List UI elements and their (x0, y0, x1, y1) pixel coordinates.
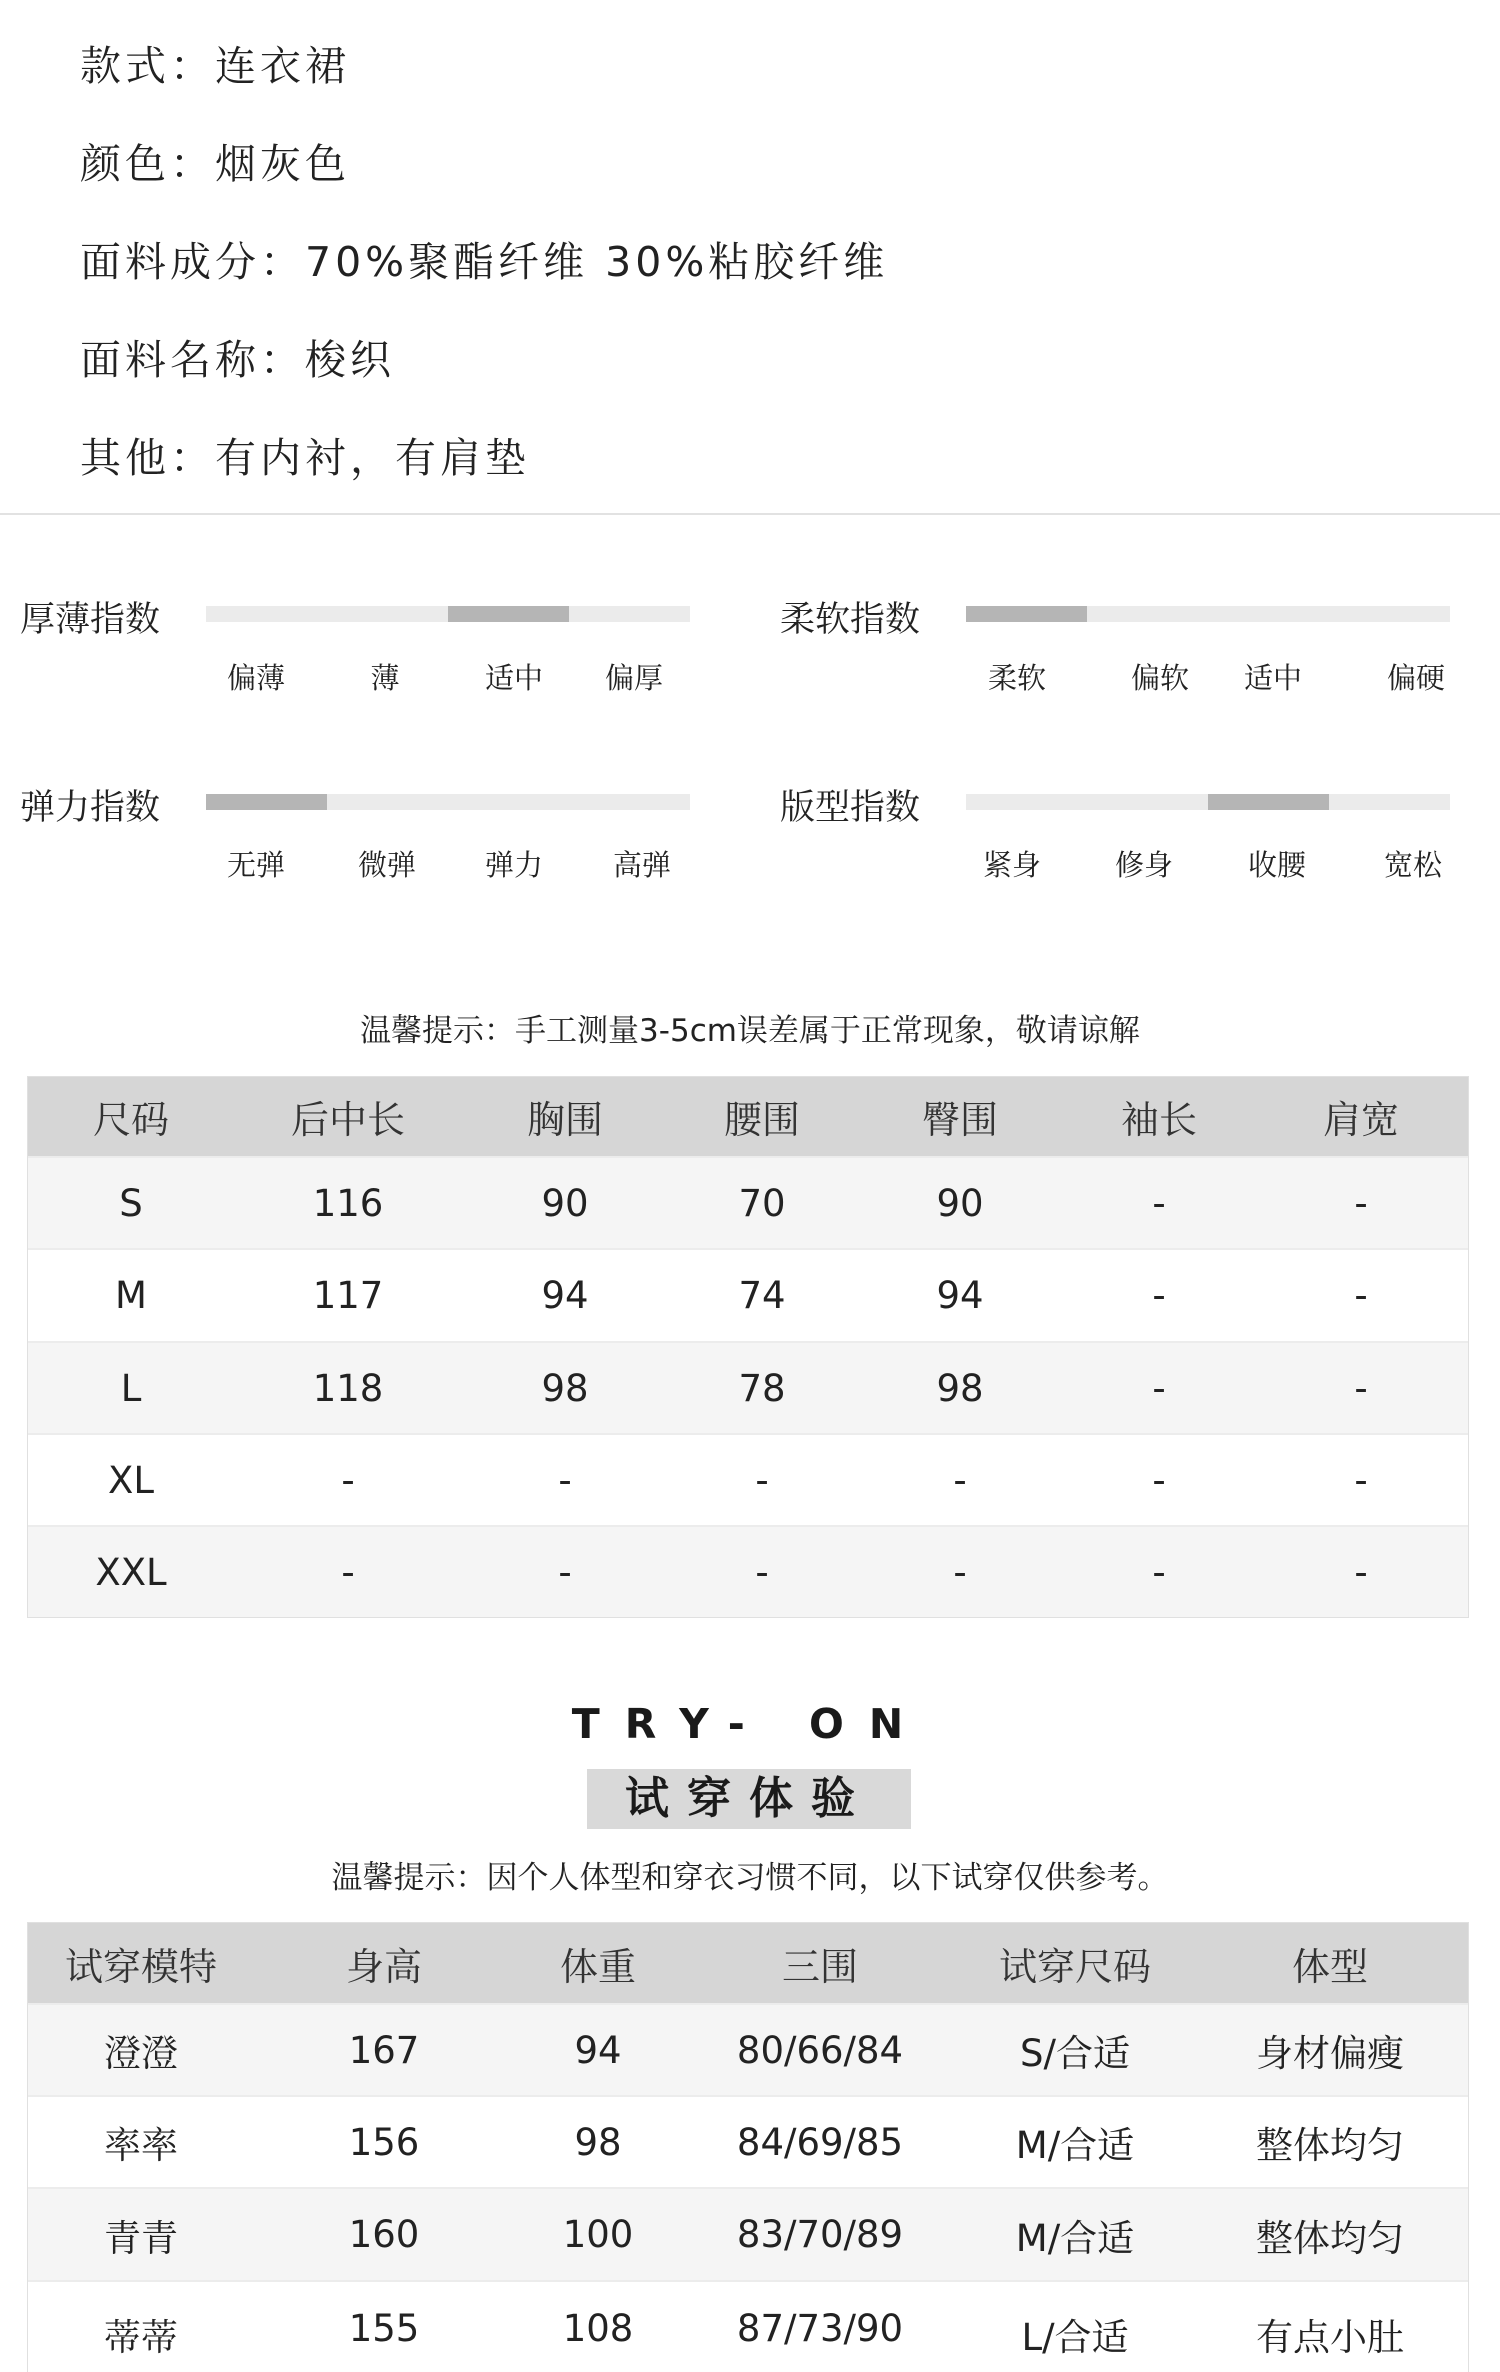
cell: - (755, 1550, 769, 1594)
softness-label: 偏硬 (1386, 661, 1446, 695)
header-body-type: 体型 (1291, 1944, 1368, 1989)
cell: 83/70/89 (736, 2213, 904, 2256)
cell: 94 (541, 1274, 589, 1317)
cell: 整体均匀 (1256, 2216, 1404, 2260)
cell: - (1354, 1181, 1368, 1225)
header-tryon-size: 试穿尺码 (998, 1944, 1151, 1989)
cell: 108 (562, 2307, 634, 2350)
cell-model: 澄澄 (104, 2032, 178, 2075)
fit-label: 修身 (1114, 848, 1174, 882)
cell: - (341, 1458, 355, 1502)
header-size: 尺码 (92, 1098, 169, 1142)
cell: 84/69/85 (736, 2120, 904, 2164)
elasticity-index-bar (206, 794, 690, 810)
table-row (28, 2187, 1468, 2280)
thickness-index-fill (448, 606, 569, 622)
header-model: 试穿模特 (64, 1944, 217, 1989)
softness-index-fill (966, 606, 1087, 622)
elasticity-label: 弹力 (484, 848, 544, 882)
cell: 98 (936, 1366, 984, 1410)
elasticity-label: 微弹 (357, 848, 417, 882)
header-weight: 体重 (559, 1944, 636, 1989)
cell: - (1152, 1458, 1166, 1502)
table-row (28, 2003, 1468, 2095)
info-color: 颜色：烟灰色 (80, 140, 350, 188)
elasticity-label: 无弹 (226, 848, 286, 882)
cell: - (1152, 1550, 1166, 1594)
fit-label: 紧身 (982, 848, 1042, 882)
softness-index-bar (966, 606, 1450, 622)
fit-index-title: 版型指数 (780, 788, 921, 828)
fit-label: 收腰 (1247, 848, 1307, 882)
cell-size: M (115, 1274, 147, 1317)
header-sleeve: 袖长 (1120, 1098, 1197, 1142)
cell: - (1354, 1274, 1368, 1317)
tryon-title-en: TRY- ON (571, 1700, 929, 1748)
section-divider (0, 513, 1500, 515)
info-style: 款式：连衣裙 (80, 42, 350, 90)
cell: 155 (348, 2307, 420, 2350)
cell: 整体均匀 (1256, 2124, 1404, 2167)
thickness-label: 偏薄 (226, 661, 286, 695)
cell-model: 青青 (104, 2216, 178, 2260)
info-fabric-composition: 面料成分：70%聚酯纤维 30%粘胶纤维 (80, 238, 889, 286)
size-note: 温馨提示：手工测量3-5cm误差属于正常现象，敬请谅解 (360, 1013, 1140, 1049)
cell: 156 (348, 2120, 420, 2164)
header-waist: 腰围 (723, 1098, 800, 1142)
cell: 94 (574, 2028, 622, 2072)
cell: 118 (312, 1366, 384, 1410)
elasticity-index-title: 弹力指数 (20, 788, 161, 828)
cell-size: S (119, 1181, 143, 1225)
cell: - (1354, 1550, 1368, 1594)
cell-size: L (120, 1366, 142, 1410)
tryon-note: 温馨提示：因个人体型和穿衣习惯不同，以下试穿仅供参考。 (331, 1860, 1169, 1896)
cell: - (1354, 1458, 1368, 1502)
cell: S/合适 (1020, 2032, 1130, 2075)
cell: - (1152, 1366, 1166, 1410)
cell: - (558, 1458, 572, 1502)
table-row (28, 1433, 1468, 1525)
cell: 160 (348, 2213, 420, 2256)
cell: - (1152, 1181, 1166, 1225)
header-bust: 胸围 (526, 1098, 603, 1142)
fit-index-bar (966, 794, 1450, 810)
softness-label: 适中 (1243, 661, 1303, 695)
tryon-table (27, 1922, 1469, 2372)
fit-label: 宽松 (1383, 848, 1443, 882)
header-height: 身高 (345, 1944, 422, 1989)
info-other: 其他：有内衬，有肩垫 (80, 434, 530, 482)
info-fabric-name: 面料名称：梭织 (80, 336, 395, 384)
table-row (28, 2280, 1468, 2372)
cell-model: 率率 (104, 2124, 178, 2167)
fit-index-fill (1208, 794, 1329, 810)
cell: 117 (312, 1274, 384, 1317)
thickness-label: 偏厚 (604, 661, 664, 695)
header-hip: 臀围 (921, 1098, 998, 1142)
cell: 78 (738, 1366, 786, 1410)
table-row (28, 1341, 1468, 1433)
cell: - (1152, 1274, 1166, 1317)
thickness-label: 薄 (370, 661, 400, 695)
softness-index-title: 柔软指数 (780, 600, 921, 640)
table-header-row (28, 1923, 1468, 2003)
cell: 70 (738, 1181, 786, 1225)
cell: - (755, 1458, 769, 1502)
cell: 有点小肚 (1256, 2316, 1404, 2359)
table-header-row (28, 1077, 1468, 1156)
cell-size: XL (108, 1458, 154, 1502)
cell: 167 (348, 2028, 420, 2072)
cell: 74 (738, 1274, 786, 1317)
cell: 90 (936, 1181, 984, 1225)
cell: 98 (541, 1366, 589, 1410)
elasticity-index-fill (206, 794, 327, 810)
softness-label: 偏软 (1130, 661, 1190, 695)
cell: - (1354, 1366, 1368, 1410)
cell: M/合适 (1015, 2124, 1135, 2167)
thickness-index-bar (206, 606, 690, 622)
cell: 94 (936, 1274, 984, 1317)
cell: 98 (574, 2120, 622, 2164)
cell-model: 蒂蒂 (104, 2316, 178, 2359)
table-row (28, 1156, 1468, 1248)
cell: - (558, 1550, 572, 1594)
cell: - (953, 1458, 967, 1502)
header-measurements: 三围 (781, 1944, 858, 1989)
header-back-length: 后中长 (290, 1098, 405, 1142)
thickness-label: 适中 (484, 661, 544, 695)
cell-size: XXL (95, 1550, 167, 1594)
cell: 身材偏瘦 (1256, 2032, 1404, 2075)
thickness-index-title: 厚薄指数 (20, 600, 161, 640)
cell: - (953, 1550, 967, 1594)
table-row (28, 2095, 1468, 2187)
cell: 116 (312, 1181, 384, 1225)
cell: 90 (541, 1181, 589, 1225)
cell: L/合适 (1021, 2316, 1129, 2359)
table-row (28, 1525, 1468, 1617)
cell: 80/66/84 (736, 2028, 904, 2072)
tryon-title-cn: 试穿体验 (587, 1769, 911, 1829)
header-shoulder: 肩宽 (1322, 1098, 1399, 1142)
table-row (28, 1248, 1468, 1341)
cell: - (341, 1550, 355, 1594)
elasticity-label: 高弹 (612, 848, 672, 882)
cell: 100 (562, 2213, 634, 2256)
cell: M/合适 (1015, 2216, 1135, 2260)
softness-label: 柔软 (987, 661, 1047, 695)
size-table (27, 1076, 1469, 1618)
cell: 87/73/90 (736, 2307, 904, 2350)
